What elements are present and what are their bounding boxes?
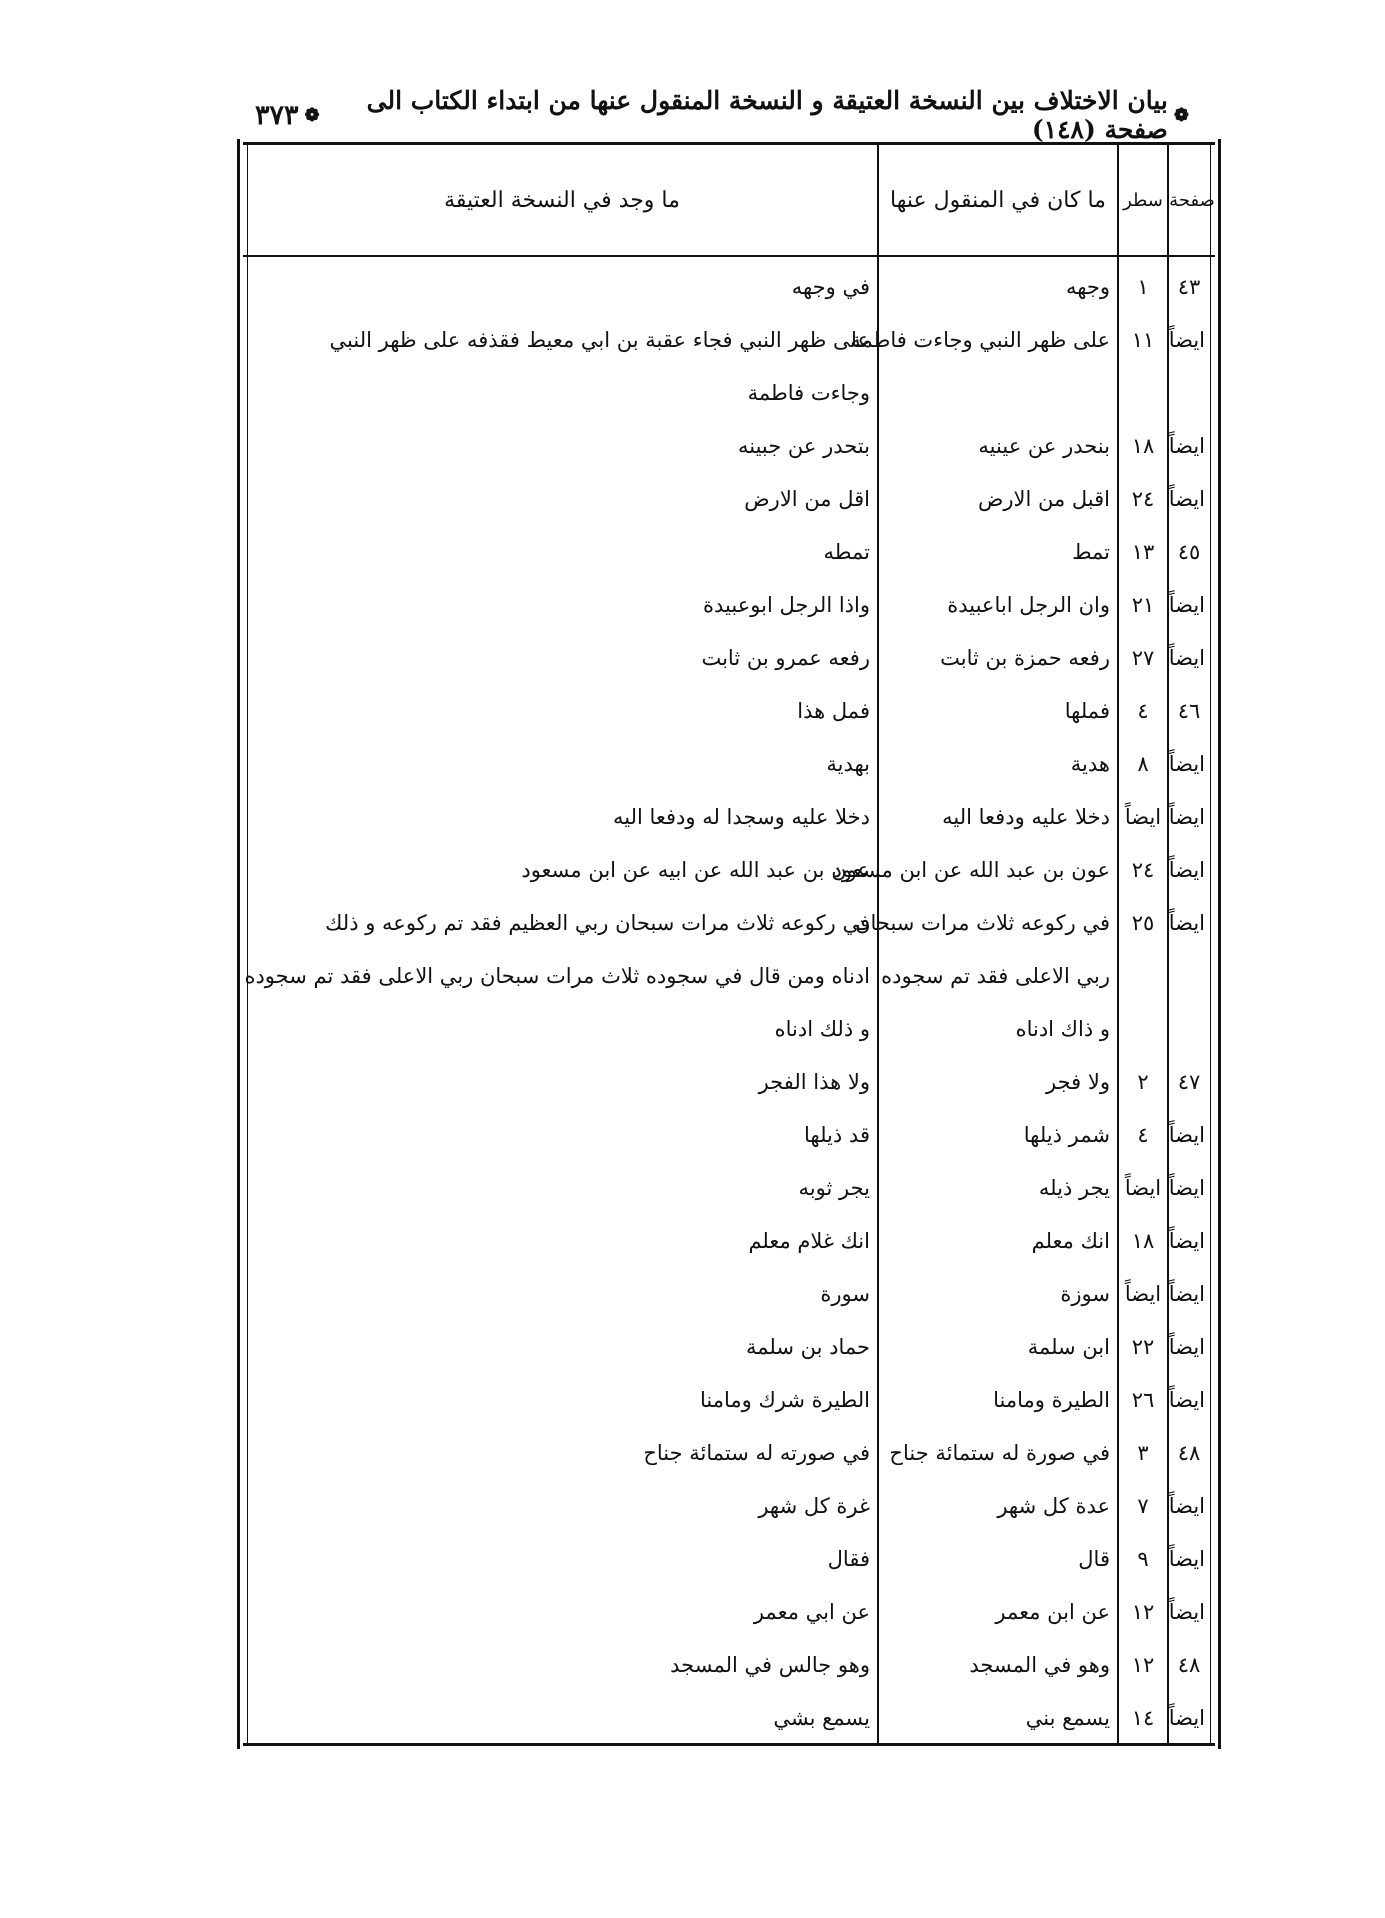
transcribed-cell: عن ابن معمر bbox=[995, 1600, 1110, 1624]
transcribed-cell: دخلا عليه ودفعا اليه bbox=[942, 805, 1110, 829]
transcribed-cell: فملها bbox=[1064, 699, 1110, 723]
page-cell: ايضاً bbox=[1168, 328, 1205, 352]
page-title: بيان الاختلاف بين النسخة العتيقة و النسخة المنقول عنها من ابتداء الكتاب الى صفحة (١٤٨) bbox=[366, 86, 1168, 144]
table-row bbox=[243, 1282, 1215, 1335]
column-header-line: سطر bbox=[1123, 189, 1163, 211]
page-cell: ايضاً bbox=[1168, 805, 1205, 829]
line-cell: ٣ bbox=[1137, 1441, 1149, 1465]
page-cell: ايضاً bbox=[1168, 1494, 1205, 1518]
transcribed-cell: سوزة bbox=[1060, 1282, 1110, 1306]
frame-rule bbox=[1218, 139, 1221, 1749]
page-cell: ٤٣ bbox=[1177, 275, 1201, 299]
line-cell: ٢٤ bbox=[1131, 858, 1155, 882]
old-text-cell: عن ابي معمر bbox=[753, 1600, 870, 1624]
line-cell: ١٢ bbox=[1131, 1653, 1155, 1677]
old-text-cell: وهو جالس في المسجد bbox=[670, 1653, 870, 1677]
line-cell: ايضاً bbox=[1124, 1176, 1162, 1200]
page-cell: ايضاً bbox=[1168, 1547, 1205, 1571]
page-cell: ايضاً bbox=[1168, 1706, 1205, 1730]
table-row bbox=[243, 752, 1215, 805]
column-header-transcribed: ما كان في المنقول عنها bbox=[890, 187, 1106, 213]
table-row bbox=[243, 1388, 1215, 1441]
transcribed-cell: رفعه حمزة بن ثابت bbox=[940, 646, 1110, 670]
line-cell: ١٤ bbox=[1131, 1706, 1155, 1730]
page-cell: ايضاً bbox=[1168, 593, 1205, 617]
page-cell: ايضاً bbox=[1168, 1229, 1205, 1253]
old-text-cell: يسمع بشي bbox=[773, 1706, 870, 1730]
transcribed-cell: في صورة له ستمائة جناح bbox=[889, 1441, 1110, 1465]
old-text-cell: في ركوعه ثلاث مرات سبحان ربي العظيم فقد تم ركوعه و ذلك bbox=[325, 911, 870, 935]
page-cell: ايضاً bbox=[1168, 1335, 1205, 1359]
old-text-cell: حماد بن سلمة bbox=[745, 1335, 870, 1359]
page-cell: ٤٨ bbox=[1177, 1653, 1201, 1677]
table-row bbox=[243, 1070, 1215, 1123]
table-row bbox=[243, 1653, 1215, 1706]
ornament-icon: ❁ bbox=[304, 104, 320, 126]
table-row bbox=[243, 646, 1215, 699]
table-row bbox=[243, 1547, 1215, 1600]
page-cell: ايضاً bbox=[1168, 1282, 1205, 1306]
line-cell: ٤ bbox=[1137, 699, 1149, 723]
old-text-cell: في صورته له ستمائة جناح bbox=[643, 1441, 870, 1465]
transcribed-cell: وهو في المسجد bbox=[969, 1653, 1110, 1677]
page-cell: ٤٨ bbox=[1177, 1441, 1201, 1465]
transcribed-cell: هدية bbox=[1070, 752, 1110, 776]
transcribed-cell: يسمع بني bbox=[1025, 1706, 1110, 1730]
old-text-cell: في وجهه bbox=[791, 275, 870, 299]
frame-rule bbox=[237, 139, 240, 1749]
old-text-cell: فمل هذا bbox=[797, 699, 870, 723]
transcribed-cell: يجر ذيله bbox=[1038, 1176, 1110, 1200]
transcribed-cell: بنحدر عن عينيه bbox=[978, 434, 1110, 458]
line-cell: ١٢ bbox=[1131, 1600, 1155, 1624]
comparison-table bbox=[243, 142, 1215, 1746]
old-text-cell: رفعه عمرو بن ثابت bbox=[701, 646, 870, 670]
old-text-cell: بهدية bbox=[826, 752, 870, 776]
line-cell: ٢٥ bbox=[1131, 911, 1155, 935]
ornament-icon: ❁ bbox=[1173, 104, 1189, 126]
old-text-cell: فقال bbox=[827, 1547, 870, 1571]
line-cell: ١٨ bbox=[1131, 434, 1155, 458]
old-text-cell: على ظهر النبي فجاء عقبة بن ابي معيط فقذفه على ظهر النبي bbox=[329, 328, 870, 352]
transcribed-cell: تمط bbox=[1072, 540, 1110, 564]
page-header bbox=[255, 86, 1195, 144]
line-cell: ايضاً bbox=[1124, 1282, 1162, 1306]
transcribed-cell: وجهه bbox=[1065, 275, 1110, 299]
table-row bbox=[243, 593, 1215, 646]
transcribed-cell: وان الرجل اباعبيدة bbox=[947, 593, 1110, 617]
page-cell: ايضاً bbox=[1168, 1123, 1205, 1147]
table-row bbox=[243, 540, 1215, 593]
transcribed-cell: اقبل من الارض bbox=[977, 487, 1110, 511]
table-row bbox=[243, 911, 1215, 964]
line-cell: ٢٧ bbox=[1131, 646, 1155, 670]
page-cell: ايضاً bbox=[1168, 1600, 1205, 1624]
page-cell: ايضاً bbox=[1168, 911, 1205, 935]
table-row bbox=[243, 805, 1215, 858]
page-cell: ايضاً bbox=[1168, 752, 1205, 776]
page-cell: ايضاً bbox=[1168, 858, 1205, 882]
line-cell: ٧ bbox=[1137, 1494, 1149, 1518]
table-row bbox=[243, 1441, 1215, 1494]
table-row bbox=[243, 381, 1215, 434]
transcribed-cell: ابن سلمة bbox=[1027, 1335, 1110, 1359]
table-row bbox=[243, 275, 1215, 328]
line-cell: ٢٦ bbox=[1131, 1388, 1155, 1412]
transcribed-cell: و ذاك ادناه bbox=[1015, 1017, 1110, 1041]
table-header bbox=[243, 145, 1215, 257]
transcribed-cell: قال bbox=[1078, 1547, 1110, 1571]
table-row bbox=[243, 487, 1215, 540]
line-cell: ٨ bbox=[1137, 752, 1149, 776]
table-row bbox=[243, 1229, 1215, 1282]
line-cell: ١٨ bbox=[1131, 1229, 1155, 1253]
transcribed-cell: ربي الاعلى فقد تم سجوده bbox=[881, 964, 1110, 988]
old-text-cell: ادناه ومن قال في سجوده ثلاث مرات سبحان ربي الاعلى فقد تم سجوده bbox=[244, 964, 870, 988]
table-row bbox=[243, 858, 1215, 911]
transcribed-cell: على ظهر النبي وجاءت فاطمة bbox=[850, 328, 1110, 352]
table-row bbox=[243, 1123, 1215, 1176]
line-cell: ٢٢ bbox=[1131, 1335, 1155, 1359]
line-cell: ٢ bbox=[1137, 1070, 1149, 1094]
table-row bbox=[243, 1600, 1215, 1653]
old-text-cell: غرة كل شهر bbox=[758, 1494, 870, 1518]
old-text-cell: يجر ثوبه bbox=[798, 1176, 870, 1200]
transcribed-cell: في ركوعه ثلاث مرات سبحان bbox=[855, 911, 1110, 935]
old-text-cell: دخلا عليه وسجدا له ودفعا اليه bbox=[612, 805, 870, 829]
transcribed-cell: عون بن عبد الله عن ابن مسعود bbox=[832, 858, 1110, 882]
table-row bbox=[243, 1176, 1215, 1229]
line-cell: ٢١ bbox=[1131, 593, 1155, 617]
old-text-cell: وجاءت فاطمة bbox=[747, 381, 870, 405]
line-cell: ١١ bbox=[1131, 328, 1155, 352]
line-cell: ١ bbox=[1137, 275, 1149, 299]
transcribed-cell: عدة كل شهر bbox=[997, 1494, 1110, 1518]
old-text-cell: بتحدر عن جبينه bbox=[737, 434, 870, 458]
line-cell: ٢٤ bbox=[1131, 487, 1155, 511]
transcribed-cell: انك معلم bbox=[1031, 1229, 1110, 1253]
page-cell: ايضاً bbox=[1168, 434, 1205, 458]
table-row bbox=[243, 699, 1215, 752]
table-row bbox=[243, 1017, 1215, 1070]
line-cell: ٩ bbox=[1137, 1547, 1149, 1571]
old-text-cell: واذا الرجل ابوعبيدة bbox=[703, 593, 870, 617]
old-text-cell: ولا هذا الفجر bbox=[758, 1070, 870, 1094]
page-cell: ايضاً bbox=[1168, 646, 1205, 670]
transcribed-cell: شمر ذيلها bbox=[1023, 1123, 1110, 1147]
page-number: ٣٧٣ bbox=[255, 99, 299, 131]
page-cell: ٤٧ bbox=[1177, 1070, 1201, 1094]
line-cell: ١٣ bbox=[1131, 540, 1155, 564]
page-cell: ٤٦ bbox=[1177, 699, 1201, 723]
table-row bbox=[243, 1335, 1215, 1388]
table-row bbox=[243, 328, 1215, 381]
table-row bbox=[243, 434, 1215, 487]
page-cell: ايضاً bbox=[1168, 487, 1205, 511]
old-text-cell: تمطه bbox=[823, 540, 870, 564]
table-row bbox=[243, 1494, 1215, 1547]
old-text-cell: عون بن عبد الله عن ابيه عن ابن مسعود bbox=[521, 858, 870, 882]
page-cell: ايضاً bbox=[1168, 1176, 1205, 1200]
table-row bbox=[243, 1706, 1215, 1759]
old-text-cell: الطيرة شرك ومامنا bbox=[700, 1388, 870, 1412]
old-text-cell: انك غلام معلم bbox=[748, 1229, 870, 1253]
old-text-cell: سورة bbox=[820, 1282, 870, 1306]
old-text-cell: و ذلك ادناه bbox=[774, 1017, 870, 1041]
column-header-page: صفحة bbox=[1169, 189, 1215, 211]
old-text-cell: اقل من الارض bbox=[744, 487, 870, 511]
old-text-cell: قد ذيلها bbox=[804, 1123, 870, 1147]
page-cell: ايضاً bbox=[1168, 1388, 1205, 1412]
transcribed-cell: ولا فجر bbox=[1046, 1070, 1110, 1094]
line-cell: ايضاً bbox=[1124, 805, 1162, 829]
transcribed-cell: الطيرة ومامنا bbox=[993, 1388, 1110, 1412]
column-header-old: ما وجد في النسخة العتيقة bbox=[444, 187, 680, 213]
page-cell: ٤٥ bbox=[1177, 540, 1201, 564]
table-row bbox=[243, 964, 1215, 1017]
line-cell: ٤ bbox=[1137, 1123, 1149, 1147]
